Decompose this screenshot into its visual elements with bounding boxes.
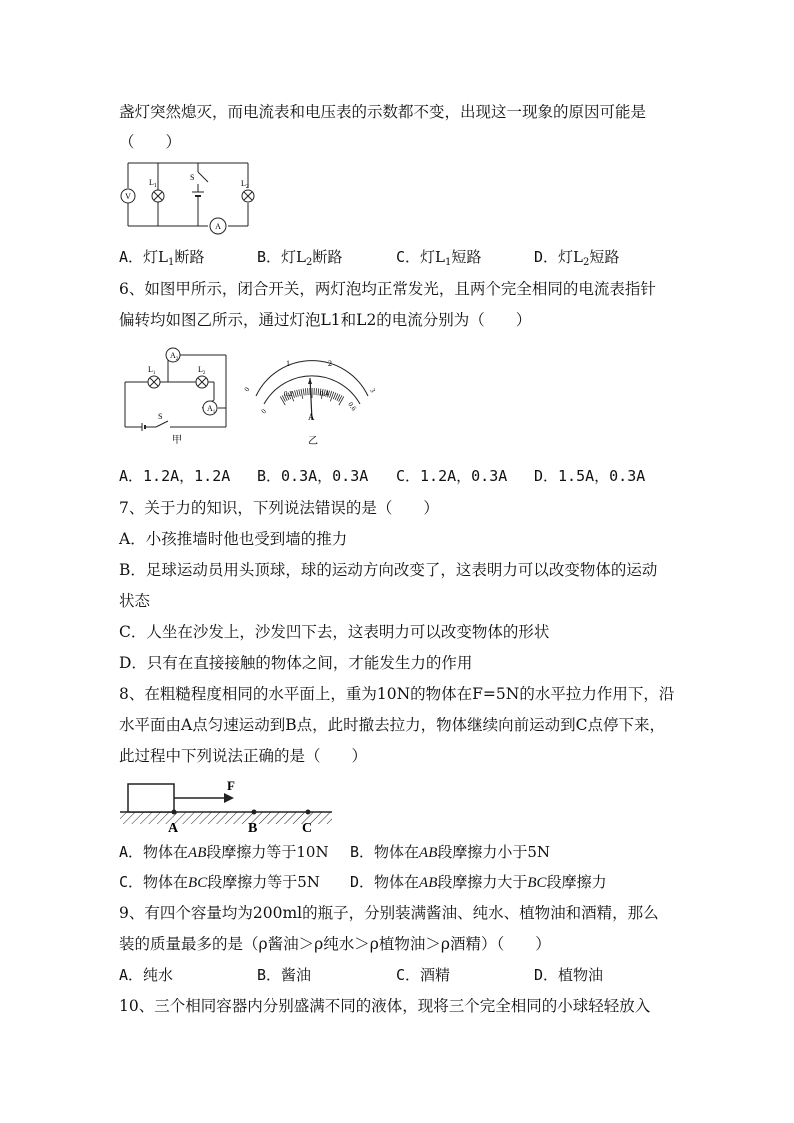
q8-option-b[interactable]: B．物体在AB段摩擦力小于5N: [350, 843, 551, 861]
q6-option-d[interactable]: D．1.5A，0.3A: [534, 467, 646, 485]
q6-circuit-diagram: [120, 345, 232, 445]
point-b-label: B: [248, 821, 258, 836]
tick-small-0: 0: [259, 407, 268, 416]
q7-stem: 7、关于力的知识，下列说法错误的是（ ）: [119, 499, 439, 517]
dial-tick: [299, 389, 301, 396]
svg-text:L2: $L_2$: [241, 179, 249, 190]
dial-tick: [316, 388, 317, 395]
switch-label: S: [158, 412, 163, 421]
q6-stem-line1: 6、如图甲所示，闭合开关，两灯泡均正常发光，且两个完全相同的电流表指针: [119, 280, 656, 298]
point-c-label: C: [302, 821, 313, 836]
q8-friction-diagram: [120, 776, 334, 834]
tick-big-1: 1: [286, 359, 290, 368]
voltmeter-icon: [121, 189, 135, 203]
q5-option-d[interactable]: D．灯$L_2$短路: [534, 248, 620, 268]
tick-big-2: 2: [328, 359, 332, 368]
dial-tick: [297, 390, 299, 397]
lamp-l2-icon: [196, 365, 208, 388]
q9-option-b[interactable]: B．酱油: [257, 966, 312, 984]
q7-option-b-cont: 状态: [119, 592, 151, 610]
ground-hatch: [120, 812, 332, 824]
q9-stem-line1: 9、有四个容量均为200ml的瓶子，分别装满酱油、纯水、植物油和酒精，那么: [119, 904, 659, 922]
dial-tick: [339, 397, 344, 406]
caption-jia: 甲: [172, 435, 182, 446]
svg-text:L1: $L_1$: [148, 365, 156, 376]
q9-option-a[interactable]: A．纯水: [119, 966, 174, 984]
ammeter-a1-icon: [203, 401, 217, 415]
q6-option-b[interactable]: B．0.3A，0.3A: [257, 467, 369, 485]
q9-stem-line2: 装的质量最多的是（ρ酱油＞ρ纯水＞ρ植物油＞ρ酒精）（ ）: [119, 935, 551, 953]
q8-option-d[interactable]: D．物体在AB段摩擦力大于BC段摩擦力: [350, 873, 607, 891]
q7-option-b[interactable]: B．足球运动员用头顶球，球的运动方向改变了，这表明力可以改变物体的运动: [119, 561, 658, 579]
dial-tick: [330, 391, 332, 398]
meter-unit-label: A: [308, 412, 315, 422]
dial-tick: [305, 388, 306, 395]
q6-stem-line2: 偏转均如图乙所示，通过灯泡L1和L2的电流分别为（ ）: [119, 311, 532, 329]
dial-tick: [308, 388, 309, 395]
force-label: F: [227, 778, 235, 793]
svg-text:A2: $A_2$: [170, 351, 179, 362]
lamp-l1-icon: [148, 365, 160, 388]
q5-option-b[interactable]: B．灯$L_2$断路: [257, 248, 343, 268]
q8-option-c[interactable]: C．物体在BC段摩擦力等于5N: [119, 873, 320, 891]
q7-option-d[interactable]: D．只有在直接接触的物体之间，才能发生力的作用: [119, 654, 473, 672]
q7-option-a[interactable]: A．小孩推墙时他也受到墙的推力: [119, 530, 348, 548]
q8-option-a[interactable]: A．物体在AB段摩擦力等于10N: [119, 843, 329, 861]
svg-text:L1: $L_1$: [149, 178, 157, 189]
switch-label: S: [190, 173, 195, 182]
q9-option-c[interactable]: C．酒精: [396, 966, 451, 984]
q5-circuit-diagram: [118, 158, 268, 238]
svg-text:A1: $A_1$: [207, 404, 216, 415]
caption-yi: 乙: [308, 436, 318, 447]
q5-option-a[interactable]: A．灯$L_1$断路: [119, 248, 205, 268]
lamp-l1-icon: [149, 178, 164, 202]
tick-big-0: 0: [242, 385, 252, 393]
q6-option-c[interactable]: C．1.2A，0.3A: [396, 467, 508, 485]
tick-small-2: 0.4: [320, 390, 329, 398]
q8-stem-line2: 水平面由A点匀速运动到B点，此时撤去拉力，物体继续向前运动到C点停下来，: [119, 716, 665, 734]
tick-big-3: 3: [368, 387, 377, 395]
q9-option-d[interactable]: D．植物油: [534, 966, 604, 984]
tick-small-1: 0.2: [284, 390, 293, 398]
svg-text:L2: $L_2$: [198, 365, 206, 376]
point-a-label: A: [168, 821, 179, 836]
block: [128, 784, 174, 812]
svg-text:V: V: [125, 192, 131, 201]
ammeter-dial-diagram: [244, 352, 380, 448]
dial-tick: [303, 389, 304, 396]
q6-option-a[interactable]: A．1.2A，1.2A: [119, 467, 231, 485]
q5-option-c[interactable]: C．灯$L_1$短路: [396, 248, 482, 268]
q8-stem-line3: 此过程中下列说法正确的是（ ）: [119, 747, 368, 765]
q5-stem-line1: 盏灯突然熄灭，而电流表和电压表的示数都不变，出现这一现象的原因可能是: [119, 103, 647, 121]
tick-small-3: 0.6: [346, 400, 358, 413]
ammeter-a2-icon: [166, 348, 180, 362]
q7-option-c[interactable]: C．人坐在沙发上，沙发凹下去，这表明力可以改变物体的形状: [119, 623, 550, 641]
q8-stem-line1: 8、在粗糙程度相同的水平面上，重为10N的物体在F=5N的水平拉力作用下，沿: [119, 685, 675, 703]
dial-tick: [301, 389, 303, 399]
dial-tick: [318, 388, 319, 395]
q5-answer-paren: （ ）: [119, 133, 182, 151]
q10-stem-line1: 10、三个相同容器内分别盛满不同的液体，现将三个完全相同的小球轻轻放入: [119, 997, 651, 1015]
ammeter-icon: [210, 218, 226, 234]
svg-text:A: A: [215, 222, 221, 231]
dial-tick: [295, 390, 297, 397]
